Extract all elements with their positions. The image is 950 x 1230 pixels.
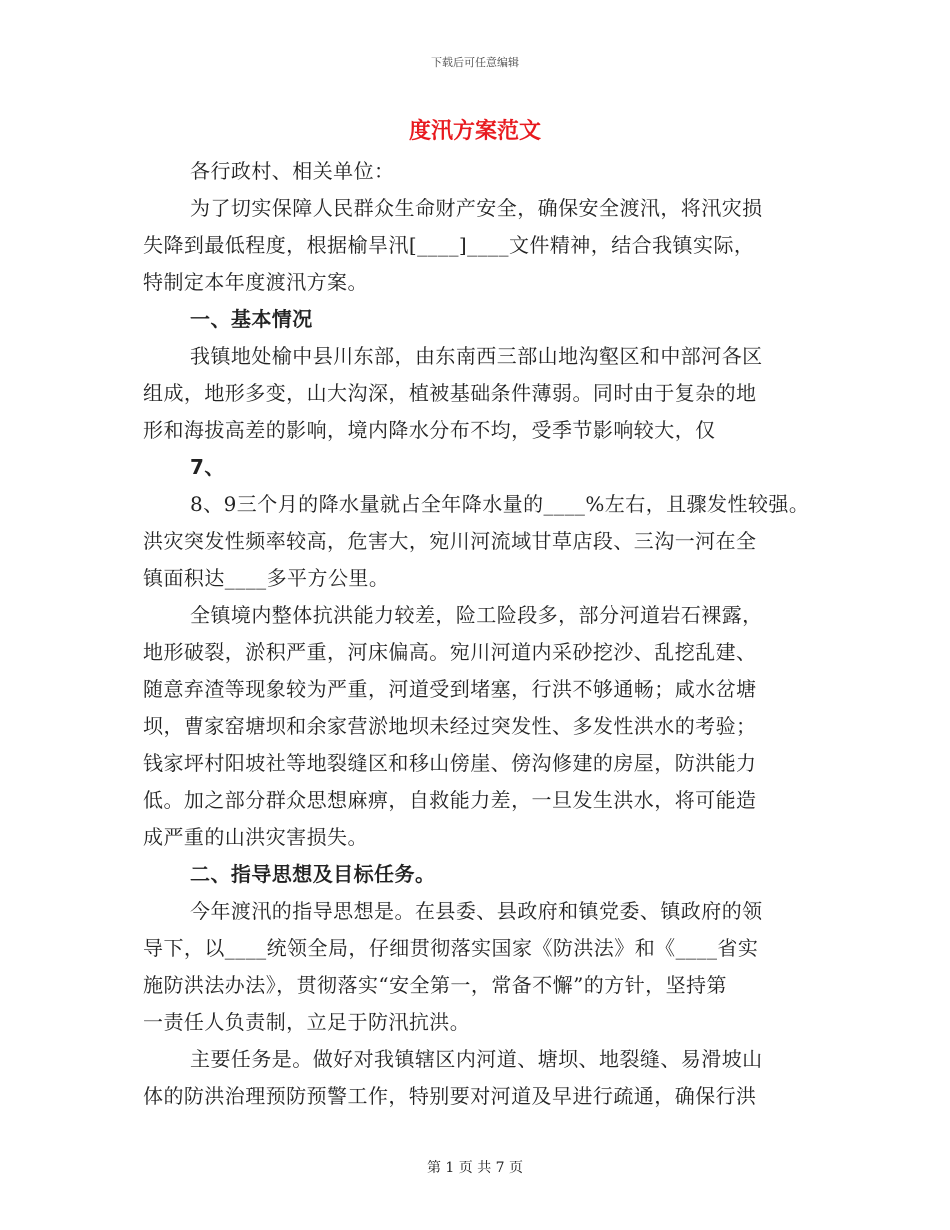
paragraph-line: 随意弃渣等现象较为严重，河道受到堵塞，行洪不够通畅；咸水岔塘 [143, 677, 757, 701]
page-header-note: 下载后可任意编辑 [431, 56, 519, 69]
paragraph-line: 失降到最低程度，根据榆旱汛[____]____文件精神，结合我镇实际， [143, 233, 755, 257]
paragraph-line: 我镇地处榆中县川东部，由东南西三部山地沟壑区和中部河各区 [190, 344, 763, 368]
paragraph-line: 镇面积达____多平方公里。 [143, 566, 390, 590]
paragraph-line: 体的防洪治理预防预警工作，特别要对河道及早进行疏通，确保行洪 [143, 1084, 757, 1108]
paragraph-line: 施防洪法办法》，贯彻落实“安全第一，常备不懈”的方针，坚持第 [143, 973, 727, 997]
paragraph-line: 组成，地形多变，山大沟深，植被基础条件薄弱。同时由于复杂的地 [143, 381, 757, 405]
paragraph-line: 为了切实保障人民群众生命财产安全，确保安全渡汛，将汛灾损 [190, 196, 763, 220]
paragraph-line: 钱家坪村阳坡社等地裂缝区和移山傍崖、傍沟修建的房屋，防洪能力 [143, 751, 757, 775]
paragraph-line: 一责任人负责制，立足于防汛抗洪。 [143, 1010, 471, 1034]
paragraph-line: 形和海拔高差的影响，境内降水分布不均，受季节影响较大，仅 [143, 418, 716, 442]
paragraph-line: 今年渡汛的指导思想是。在县委、县政府和镇党委、镇政府的领 [190, 899, 763, 923]
paragraph-line: 坝，曹家窑塘坝和余家营淤地坝未经过突发性、多发性洪水的考验； [143, 714, 757, 738]
section-heading: 一、基本情况 [190, 307, 313, 331]
page-number-footer: 第 1 页 共 7 页 [426, 1160, 524, 1176]
paragraph-line: 特制定本年度渡汛方案。 [143, 270, 368, 294]
paragraph-line: 主要任务是。做好对我镇辖区内河道、塘坝、地裂缝、易滑坡山 [190, 1047, 763, 1071]
paragraph-line: 洪灾突发性频率较高，危害大，宛川河流域甘草店段、三沟一河在全 [143, 529, 757, 553]
paragraph-line: 全镇境内整体抗洪能力较差，险工险段多，部分河道岩石裸露， [190, 603, 763, 627]
paragraph-line: 各行政村、相关单位： [190, 159, 395, 183]
paragraph-line: 成严重的山洪灾害损失。 [143, 825, 368, 849]
document-title: 度汛方案范文 [408, 119, 541, 144]
paragraph-line: 7、 [190, 455, 225, 479]
paragraph-line: 地形破裂，淤积严重，河床偏高。宛川河道内采砂挖沙、乱挖乱建、 [143, 640, 757, 664]
paragraph-line: 导下，以____统领全局，仔细贯彻落实国家《防洪法》和《____省实 [143, 936, 759, 960]
section-heading: 二、指导思想及目标任务。 [190, 862, 436, 886]
paragraph-line: 低。加之部分群众思想麻痹，自救能力差，一旦发生洪水，将可能造 [143, 788, 757, 812]
paragraph-line: 8、9三个月的降水量就占全年降水量的____%左右，且骤发性较强。 [190, 492, 810, 516]
